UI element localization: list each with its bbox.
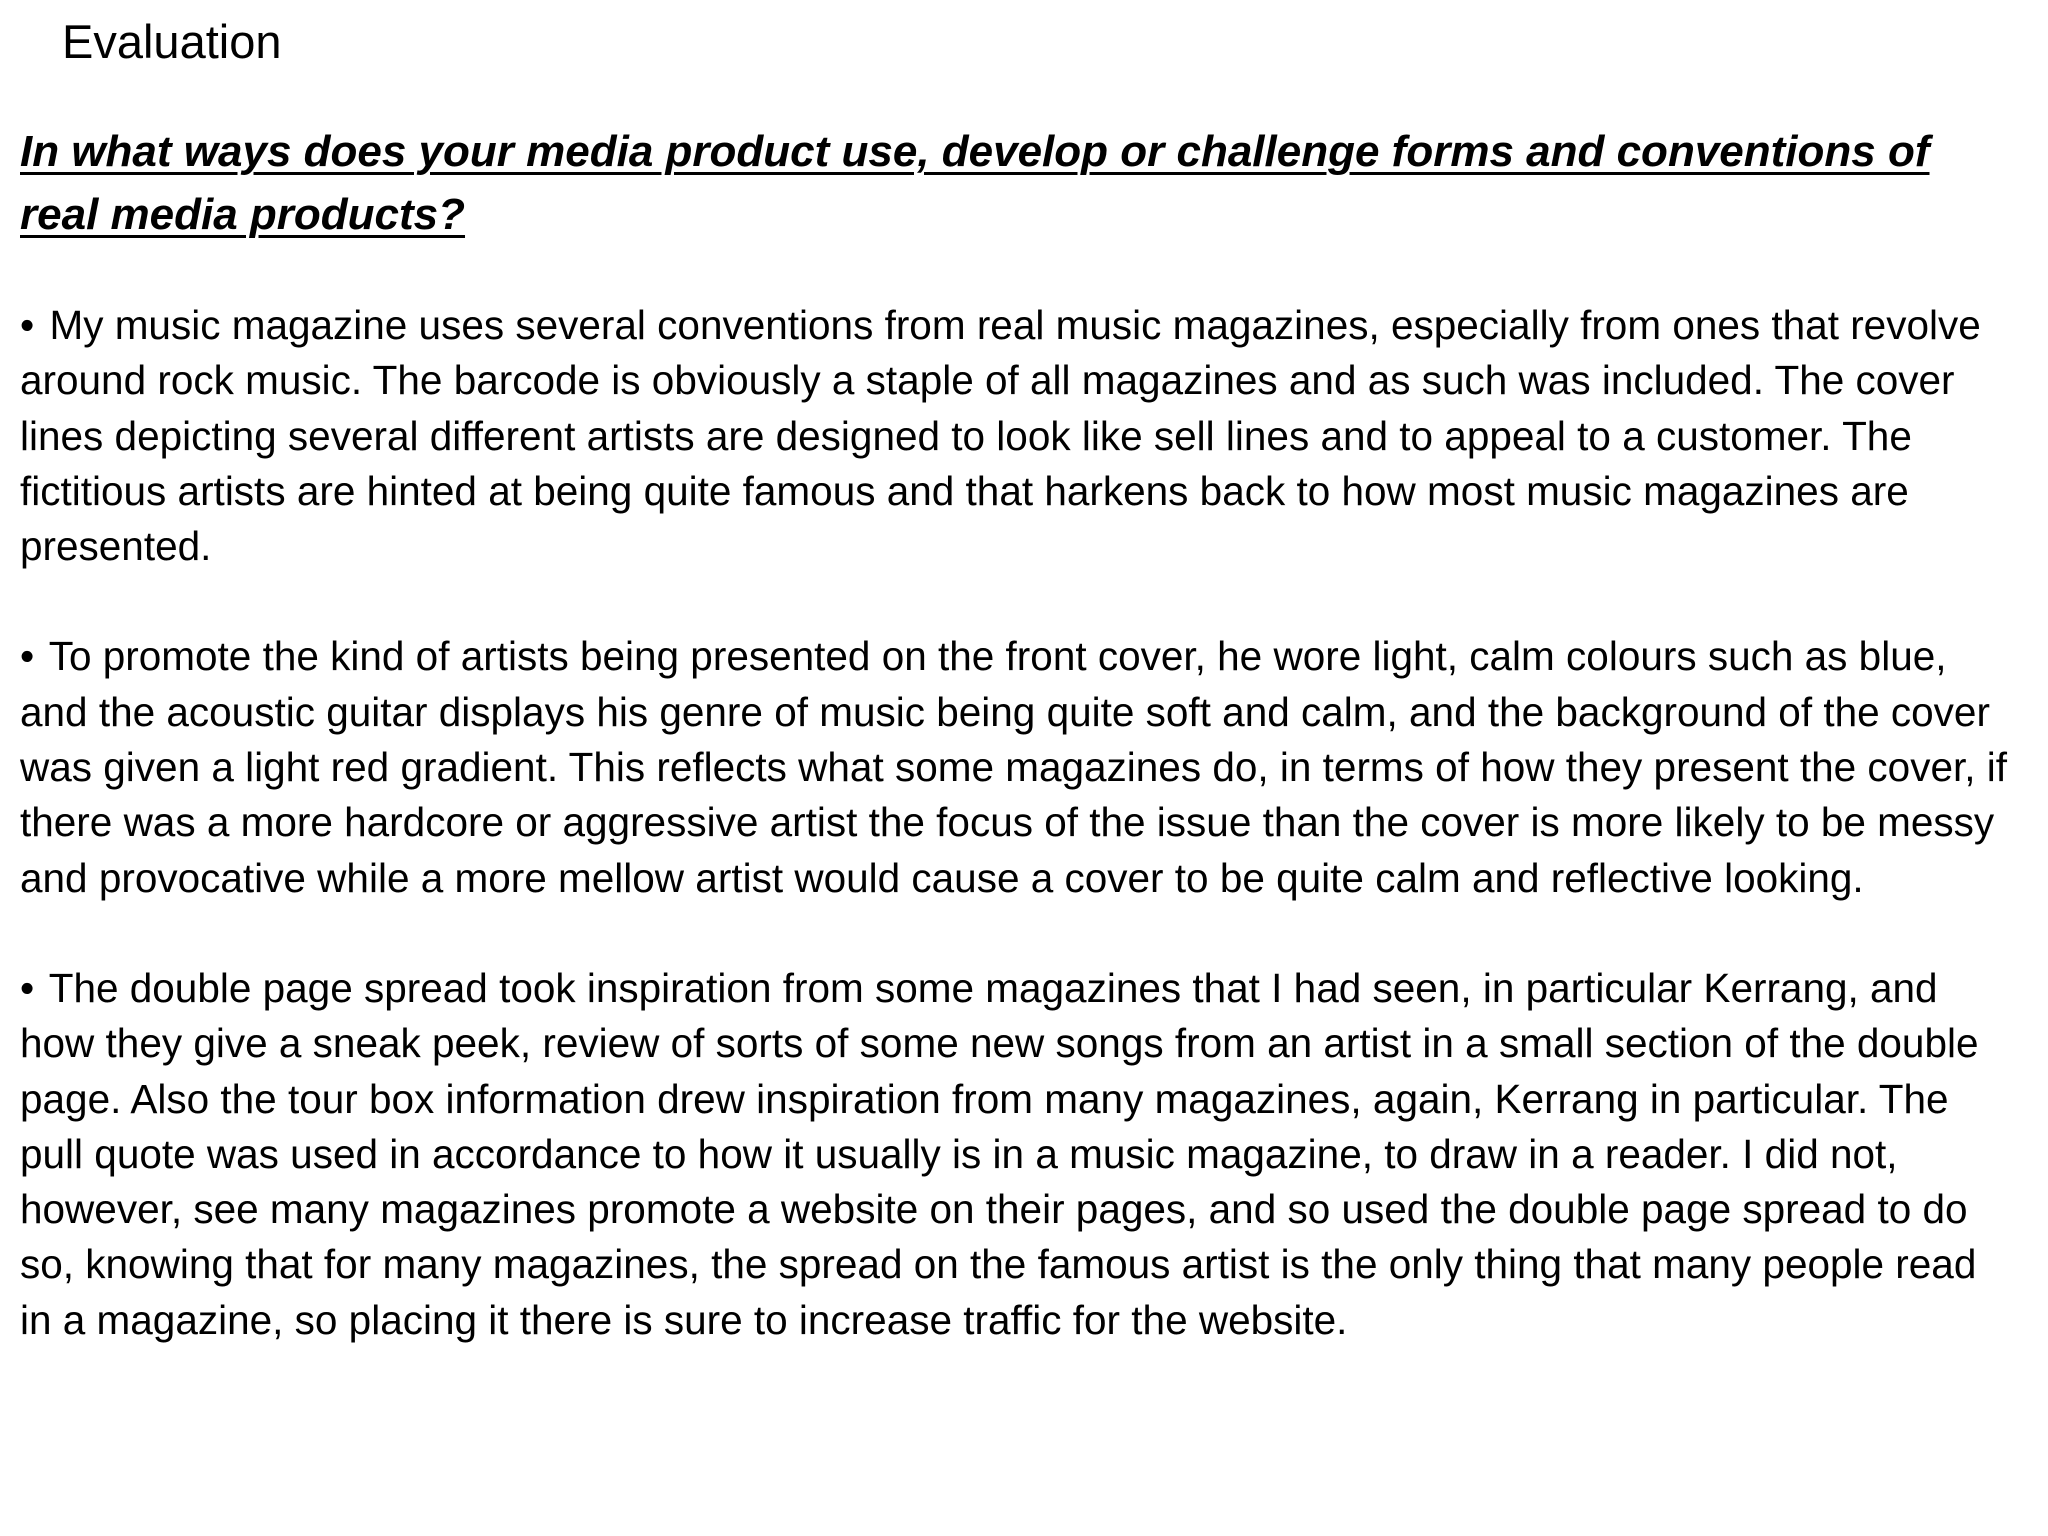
bullet-item: [20, 629, 2012, 905]
evaluation-question: In what ways does your media product use, develop or challenge forms and conventions of real media products?: [20, 127, 1930, 239]
bullet-mark: •: [20, 964, 35, 1011]
bullet-text: My music magazine uses several conventions from real music magazines, especially from ones that revolve around rock music. The barcode is obviously a staple of all magazines and as such was included. The cover lines depicting several different artists are designed to look like sell lines and to appeal to a customer. The fictitious artists are hinted at being quite famous and that harkens back to how most music magazines are presented.: [20, 302, 1981, 570]
slide-content: [20, 120, 2012, 1348]
slide-title: Evaluation: [62, 15, 282, 68]
bullet-text: The double page spread took inspiration from some magazines that I had seen, in particular Kerrang, and how they give a sneak peek, review of sorts of some new songs from an artist in a small section of the double page. Also the tour box information drew inspiration from many magazines, again, Kerrang in particular. The pull quote was used in accordance to how it usually is in a music magazine, to draw in a reader. I did not, however, see many magazines promote a website on their pages, and so used the double page spread to do so, knowing that for many magazines, the spread on the famous artist is the only thing that many people read in a magazine, so placing it there is sure to increase traffic for the website.: [20, 964, 1979, 1343]
bullet-mark: •: [20, 633, 35, 680]
bullet-text: To promote the kind of artists being presented on the front cover, he wore light, calm colours such as blue, and the acoustic guitar displays his genre of music being quite soft and calm, and the background of the cover was given a light red gradient. This reflects what some magazines do, in terms of how they present the cover, if there was a more hardcore or aggressive artist the focus of the issue than the cover is more likely to be messy and provocative while a more mellow artist would cause a cover to be quite calm and reflective looking.: [20, 633, 2007, 901]
bullet-list: [20, 298, 2012, 1348]
bullet-item: [20, 961, 2012, 1348]
bullet-mark: •: [20, 302, 35, 348]
bullet-item: [20, 298, 2012, 574]
